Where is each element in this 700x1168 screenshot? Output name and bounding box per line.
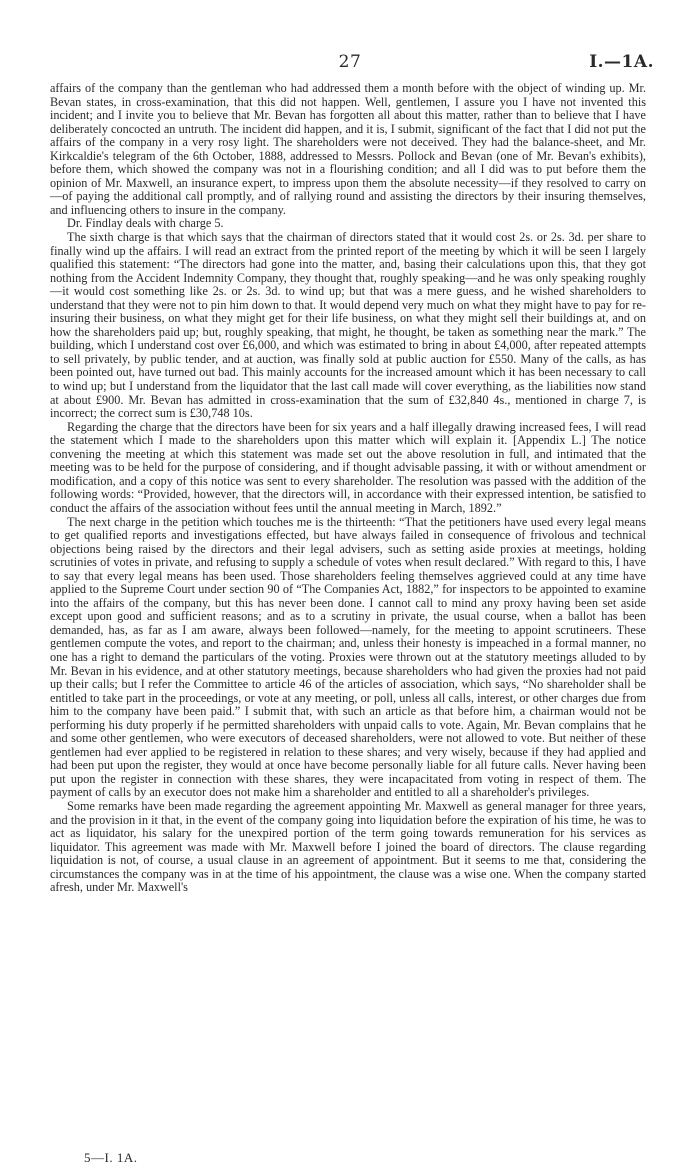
page-number: 27	[338, 52, 362, 72]
paper-reference: I.—1A.	[589, 52, 654, 72]
paragraph: Dr. Findlay deals with charge 5.	[67, 216, 224, 231]
paragraph: affairs of the company than the gentleman who had addressed them a month before with the object of winding up. Mr. Bevan states, in cross-examination, that this did not happen. Well, gentlemen, I assure you I have not invented this incident; and I invite you to believe that Mr. Bevan has forgotten all about this matter, rather than to believe that I have deliberately concocted an untruth. The incident did happen, and it is, I submit, significant of the fact that I did not put the affairs of the company in a very rosy light. The shareholders were not deceived. They had the balance-sheet, and Mr. Kirkcaldie's telegram of the 6th October, 1888, addressed to Messrs. Pollock and Bevan (one of Mr. Bevan's exhibits), before them, which showed the company was not in a flourishing condition; and all I did was to put before them the opinion of Mr. Maxwell, an insurance expert, to impress upon them the absolute necessity—if they resolved to carry on—of paying the additional call promptly, and of rallying round and assisting the directors by their insuring themselves, and influencing others to insure in the company.	[50, 81, 646, 217]
printer-signature-mark: 5—I. 1A.	[84, 1150, 138, 1165]
paragraph: The next charge in the petition which touches me is the thirteenth: “That the petitioners have used every legal means to get qualified reports and investigations effected, but have always failed in consequence of frivolous and technical objections being raised by the directors and their legal advisers, such as setting aside proxies at meetings, holding scrutinies of votes in private, and refusing to supply a schedule of votes when result declared.” With regard to this, I have to say that every legal means has been used. Those shareholders feeling themselves aggrieved could at any time have applied to the Supreme Court under section 90 of “The Companies Act, 1882,” for inspectors to be appointed to examine into the affairs of the company, but this has never been done. I cannot call to mind any proxy having been set aside except upon good and sufficient reasons; and as to a scrutiny in private, the usual course, when a ballot has been demanded, has, as far as I am aware, always been followed—namely, for the meeting to appoint scrutineers. These gentlemen compute the votes, and report to the chairman; and, unless their honesty is impeached in a formal manner, no one has a right to demand the particulars of the voting. Proxies were thrown out at the statutory meetings alluded to by Mr. Bevan in his evidence, and at other statutory meetings, because shareholders who had given the proxies had not paid up their calls; but I refer the Committee to article 46 of the articles of association, which says, “No shareholder shall be entitled to take part in the proceedings, or vote at any meeting, or poll, unless all calls, interest, or other charges due from him to the company have been paid.” I submit that, with such an article as that before him, a chairman would not be performing his duty properly if he permitted shareholders with unpaid calls to vote. Again, Mr. Bevan complains that he and some other gentlemen, who were executors of deceased shareholders, were not allowed to vote. But neither of these gentlemen had ever applied to be registered in relation to these shares; and very wisely, because if they had applied and had been put upon the register, they would at once have become personally liable for all future calls. Never having been put upon the register in connection with these shares, they were incapacitated from voting in respect of them. The payment of calls by an executor does not make him a shareholder and entitled to all a shareholder's privileges.	[50, 514, 646, 800]
body-text	[50, 82, 646, 895]
paragraph: Some remarks have been made regarding the agreement appointing Mr. Maxwell as general manager for three years, and the provision in it that, in the event of the company going into liquidation before the expiration of his time, he was to act as liquidator, his salary for the unexpired portion of the term going towards remuneration for his services as liquidator. This agreement was made with Mr. Maxwell before I joined the board of directors. The clause regarding liquidation is not, of course, a usual clause in an agreement of appointment. But it seems to me that, considering the circumstances the company was in at the time of his appointment, the clause was a wise one. When the company started afresh, under Mr. Maxwell's	[50, 798, 646, 895]
paragraph: The sixth charge is that which says that the chairman of directors stated that it would cost 2s. or 2s. 3d. per share to finally wind up the affairs. I will read an extract from the printed report of the meeting by which it will be seen I largely qualified this statement: “The directors had gone into the matter, and, basing their calculations upon this, that they got nothing from the Accident Indemnity Company, they thought that, roughly speaking—and he was only speaking roughly—it would cost something like 2s. or 2s. 3d. to wind up; but that was a mere guess, and he wished shareholders to understand that they were not to pin him down to that. It would depend very much on what they might have to pay for re-insuring their business, on what they might get for their life business, on what they might sell their buildings at, and on how the shareholders paid up; but, roughly speaking, that might, he thought, be taken as something near the mark.” The building, which I understand cost over £6,000, and which was estimated to bring in about £4,000, after repeated attempts to sell privately, by public tender, and at auction, was finally sold at public auction for £550. Many of the calls, as has been pointed out, have turned out bad. This mainly accounts for the increased amount which it has been necessary to call to wind up; but I understand from the liquidator that the last call made will cover everything, as the liabilities now stand at about £900. Mr. Bevan has admitted in cross-examination that the sum of £32,840 4s., mentioned in charge 7, is incorrect; the correct sum is £30,748 10s.	[50, 230, 646, 421]
paragraph: Regarding the charge that the directors have been for six years and a half illegally drawing increased fees, I will read the statement which I made to the shareholders upon this matter which will explain it. [Appendix L.] The notice convening the meeting at which this statement was made set out the above resolution in full, and intimated that the meeting was to be held for the purpose of considering, and if thought advisable passing, it with or without amendment or modification, and a copy of this notice was sent to every shareholder. The resolution was passed with the addition of the following words: “Provided, however, that the directors will, in accordance with their expressed intention, be satisfied to conduct the affairs of the association without fees until the annual meeting in March, 1892.”	[50, 419, 646, 515]
